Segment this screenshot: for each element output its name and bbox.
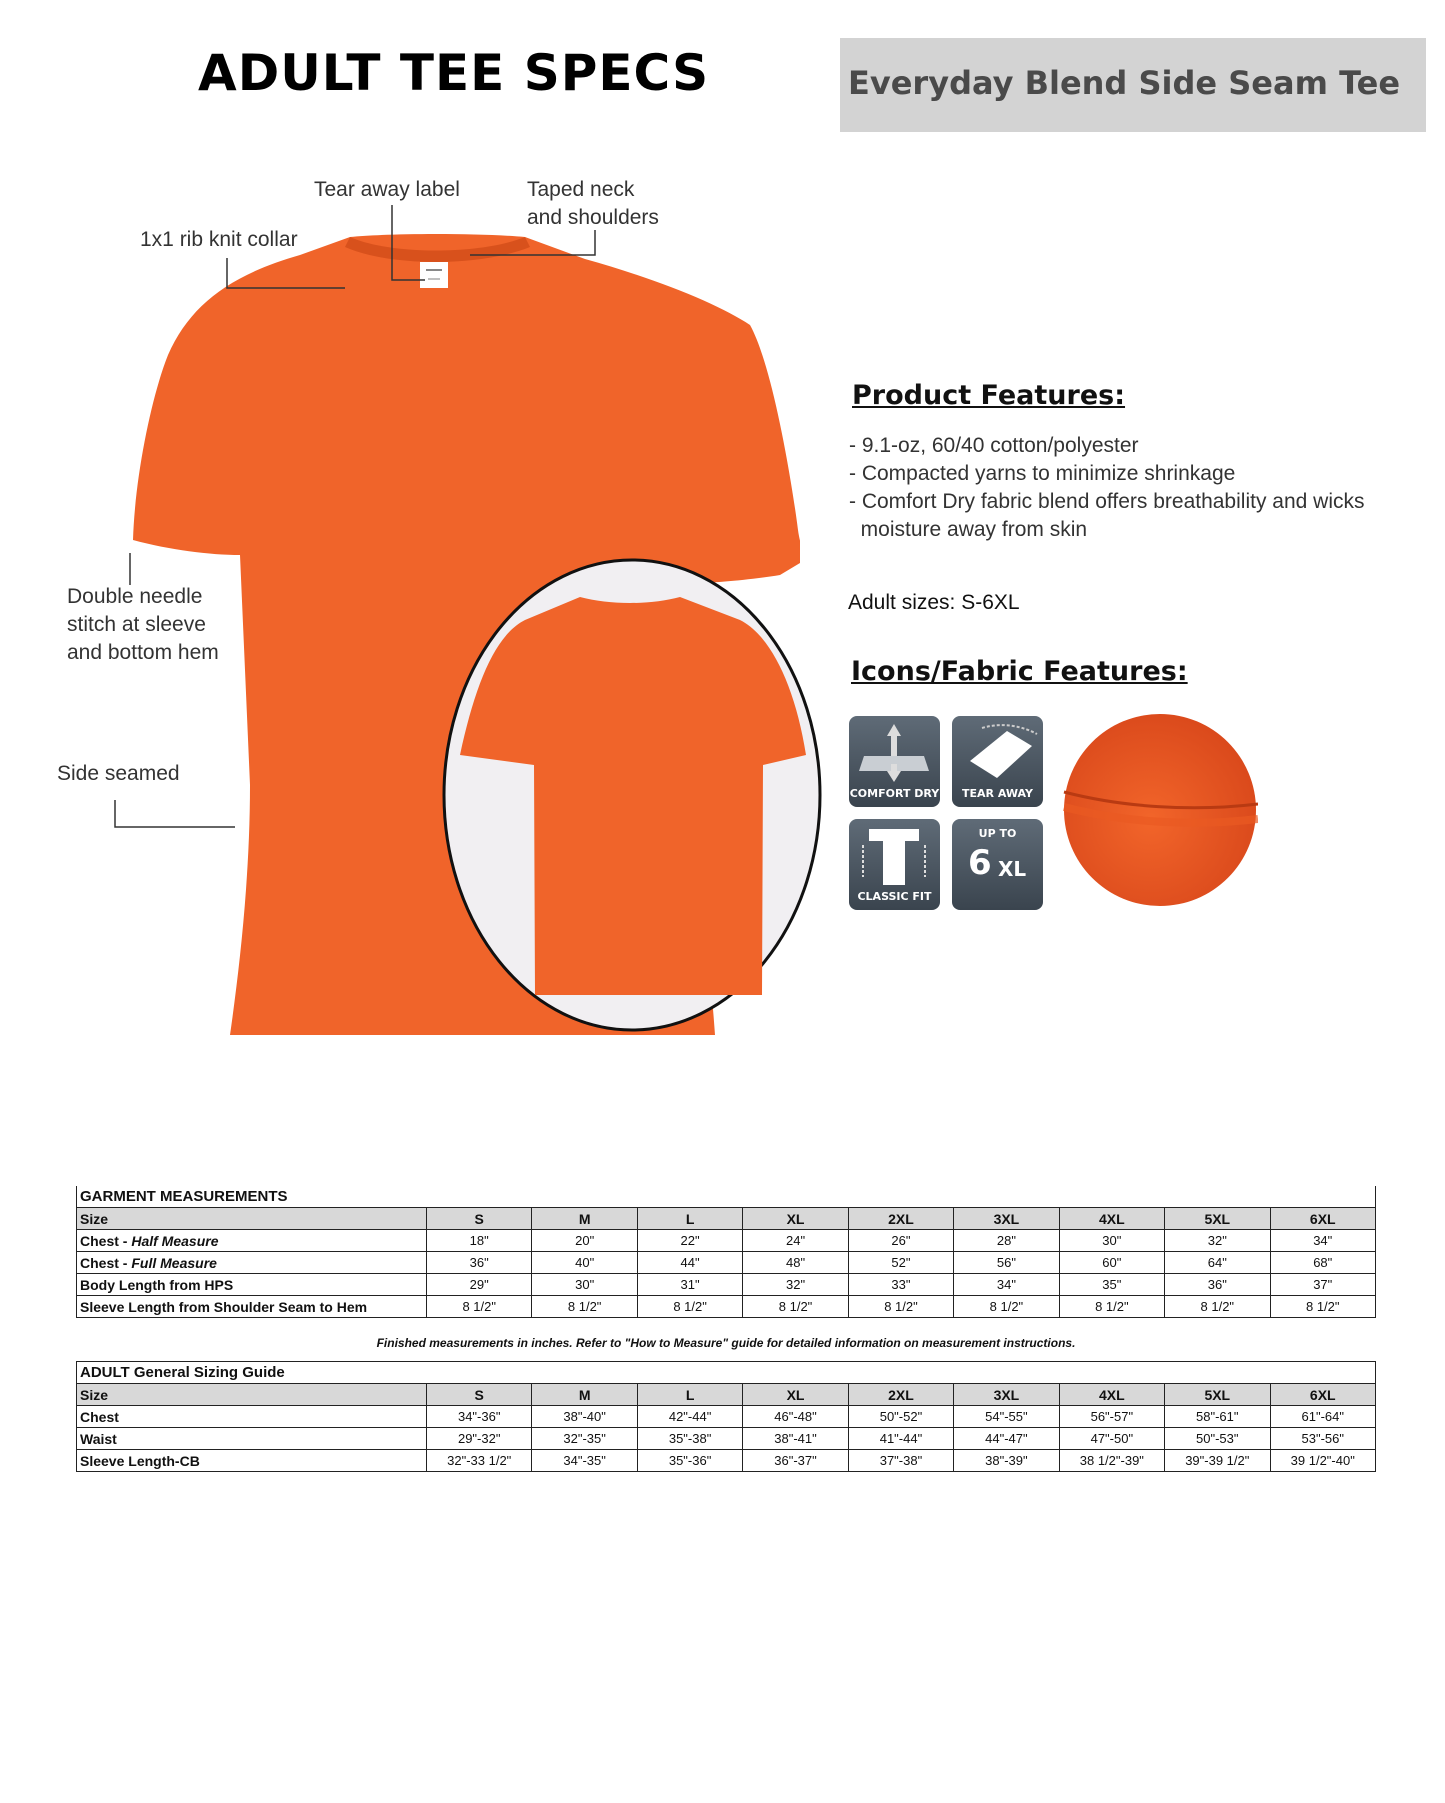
comfort-dry-label: COMFORT DRY — [849, 787, 940, 800]
comfort-dry-icon — [849, 716, 940, 807]
table-cell: 54"-55" — [954, 1406, 1059, 1428]
row-label — [77, 1252, 427, 1274]
size-col: 4XL — [1059, 1384, 1164, 1406]
table-cell: 36"-37" — [743, 1450, 848, 1472]
icons-heading: Icons/Fabric Features: — [851, 656, 1188, 687]
xl-label: XL — [998, 857, 1027, 881]
callout-double-needle-line2: stitch at sleeve — [67, 613, 206, 636]
size-col: 2XL — [848, 1208, 953, 1230]
row-label — [77, 1450, 427, 1472]
row-label-italic: Full Measure — [131, 1254, 217, 1271]
table-cell: 26" — [848, 1230, 953, 1252]
row-label-text: Chest - — [80, 1232, 132, 1249]
row-label-text: Chest - — [80, 1254, 132, 1271]
table-cell: 38 1/2"-39" — [1059, 1450, 1164, 1472]
table-cell: 8 1/2" — [743, 1296, 848, 1318]
table-cell: 20" — [532, 1230, 637, 1252]
size-col: M — [532, 1208, 637, 1230]
table-cell: 28" — [954, 1230, 1059, 1252]
page-title: ADULT TEE SPECS — [198, 44, 710, 102]
table-cell: 34" — [954, 1274, 1059, 1296]
table-cell: 31" — [637, 1274, 742, 1296]
sizing-guide-caption: ADULT General Sizing Guide — [77, 1362, 1376, 1384]
garment-measurements-table — [76, 1186, 1376, 1318]
table-cell: 39 1/2"-40" — [1270, 1450, 1376, 1472]
callout-side-seamed: Side seamed — [57, 762, 180, 785]
table-cell: 29" — [427, 1274, 532, 1296]
size-col: 4XL — [1059, 1208, 1164, 1230]
table-header-row — [77, 1384, 1376, 1406]
size-col: 5XL — [1165, 1384, 1270, 1406]
up-to-6xl-icon — [952, 819, 1043, 910]
table-cell: 24" — [743, 1230, 848, 1252]
garment-measurements-caption: GARMENT MEASUREMENTS — [77, 1186, 1376, 1208]
table-cell: 44" — [637, 1252, 742, 1274]
table-cell: 32" — [743, 1274, 848, 1296]
row-label — [77, 1274, 427, 1296]
tshirt-back-view — [440, 555, 825, 1035]
size-col: S — [427, 1208, 532, 1230]
table-cell: 38"-39" — [954, 1450, 1059, 1472]
table-cell: 61"-64" — [1270, 1406, 1376, 1428]
table-cell: 18" — [427, 1230, 532, 1252]
callout-rib-collar: 1x1 rib knit collar — [140, 228, 298, 251]
table-cell: 8 1/2" — [532, 1296, 637, 1318]
table-cell: 8 1/2" — [1165, 1296, 1270, 1318]
table-cell: 8 1/2" — [848, 1296, 953, 1318]
table-cell: 33" — [848, 1274, 953, 1296]
measurement-note: Finished measurements in inches. Refer to "How to Measure" guide for detailed information on measurement instructions. — [376, 1336, 1076, 1350]
sizing-guide-table — [76, 1361, 1376, 1472]
table-cell: 48" — [743, 1252, 848, 1274]
table-cell: 30" — [1059, 1230, 1164, 1252]
table-cell: 35"-36" — [637, 1450, 742, 1472]
size-col: 2XL — [848, 1384, 953, 1406]
table-cell: 56" — [954, 1252, 1059, 1274]
size-col: 3XL — [954, 1208, 1059, 1230]
size-col: 5XL — [1165, 1208, 1270, 1230]
size-col: XL — [743, 1384, 848, 1406]
size-col: M — [532, 1384, 637, 1406]
table-cell: 29"-32" — [427, 1428, 532, 1450]
size-col: L — [637, 1208, 742, 1230]
table-cell: 36" — [1165, 1274, 1270, 1296]
table-cell: 32"-33 1/2" — [427, 1450, 532, 1472]
table-row — [77, 1252, 1376, 1274]
feature-item: - Comfort Dry fabric blend offers breathability and wicks — [849, 490, 1365, 513]
table-cell: 44"-47" — [954, 1428, 1059, 1450]
table-cell: 8 1/2" — [637, 1296, 742, 1318]
callout-double-needle-line1: Double needle — [67, 585, 203, 608]
table-cell: 8 1/2" — [954, 1296, 1059, 1318]
size-col: 6XL — [1270, 1208, 1376, 1230]
table-cell: 68" — [1270, 1252, 1376, 1274]
adult-sizes: Adult sizes: S-6XL — [848, 591, 1020, 614]
size-col: XL — [743, 1208, 848, 1230]
up-to-label: UP TO — [978, 827, 1017, 840]
table-cell: 56"-57" — [1059, 1406, 1164, 1428]
table-cell: 8 1/2" — [1059, 1296, 1164, 1318]
row-label — [77, 1428, 427, 1450]
fabric-swatch — [1062, 712, 1258, 908]
feature-item: moisture away from skin — [849, 518, 1088, 541]
table-cell: 37"-38" — [848, 1450, 953, 1472]
tear-away-icon — [952, 716, 1043, 807]
table-row — [77, 1296, 1376, 1318]
tear-away-label: TEAR AWAY — [962, 787, 1033, 800]
row-label-text: Chest — [80, 1408, 119, 1425]
classic-fit-label: CLASSIC FIT — [857, 890, 932, 903]
callout-double-needle-line3: and bottom hem — [67, 641, 219, 664]
row-label — [77, 1296, 427, 1318]
table-cell: 38"-41" — [743, 1428, 848, 1450]
callout-taped-neck-line1: Taped neck — [527, 178, 635, 201]
product-features-heading: Product Features: — [852, 380, 1126, 411]
table-cell: 38"-40" — [532, 1406, 637, 1428]
row-label-italic: Half Measure — [131, 1232, 219, 1249]
table-cell: 34"-36" — [427, 1406, 532, 1428]
table-cell: 34" — [1270, 1230, 1376, 1252]
table-row — [77, 1406, 1376, 1428]
feature-item: - 9.1-oz, 60/40 cotton/polyester — [849, 434, 1139, 457]
table-cell: 41"-44" — [848, 1428, 953, 1450]
table-cell: 32" — [1165, 1230, 1270, 1252]
table-cell: 32"-35" — [532, 1428, 637, 1450]
size-col: L — [637, 1384, 742, 1406]
classic-fit-icon — [849, 819, 940, 910]
table-cell: 39"-39 1/2" — [1165, 1450, 1270, 1472]
table-cell: 22" — [637, 1230, 742, 1252]
size-col: S — [427, 1384, 532, 1406]
table-cell: 64" — [1165, 1252, 1270, 1274]
product-name: Everyday Blend Side Seam Tee — [848, 64, 1401, 102]
table-cell: 35" — [1059, 1274, 1164, 1296]
table-cell: 50"-52" — [848, 1406, 953, 1428]
row-label-text: Sleeve Length from Shoulder Seam to Hem — [80, 1298, 368, 1315]
table-row — [77, 1230, 1376, 1252]
size-header: Size — [77, 1208, 427, 1230]
table-cell: 46"-48" — [743, 1406, 848, 1428]
table-row — [77, 1428, 1376, 1450]
table-cell: 47"-50" — [1059, 1428, 1164, 1450]
table-cell: 60" — [1059, 1252, 1164, 1274]
table-cell: 36" — [427, 1252, 532, 1274]
six-label: 6 — [968, 843, 992, 883]
row-label-text: Sleeve Length-CB — [80, 1452, 200, 1469]
table-cell: 40" — [532, 1252, 637, 1274]
row-label — [77, 1230, 427, 1252]
table-cell: 8 1/2" — [427, 1296, 532, 1318]
table-cell: 42"-44" — [637, 1406, 742, 1428]
row-label-text: Body Length from HPS — [80, 1276, 234, 1293]
table-cell: 37" — [1270, 1274, 1376, 1296]
callout-tear-away-label: Tear away label — [314, 178, 460, 201]
table-row — [77, 1274, 1376, 1296]
table-row — [77, 1450, 1376, 1472]
table-cell: 53"-56" — [1270, 1428, 1376, 1450]
row-label-text: Waist — [80, 1430, 117, 1447]
table-cell: 35"-38" — [637, 1428, 742, 1450]
table-cell: 52" — [848, 1252, 953, 1274]
feature-item: - Compacted yarns to minimize shrinkage — [849, 462, 1236, 485]
table-cell: 8 1/2" — [1270, 1296, 1376, 1318]
table-header-row — [77, 1208, 1376, 1230]
row-label — [77, 1406, 427, 1428]
table-cell: 34"-35" — [532, 1450, 637, 1472]
table-cell: 30" — [532, 1274, 637, 1296]
size-col: 6XL — [1270, 1384, 1376, 1406]
table-cell: 50"-53" — [1165, 1428, 1270, 1450]
size-header: Size — [77, 1384, 427, 1406]
callout-taped-neck-line2: and shoulders — [527, 206, 659, 229]
table-cell: 58"-61" — [1165, 1406, 1270, 1428]
size-col: 3XL — [954, 1384, 1059, 1406]
